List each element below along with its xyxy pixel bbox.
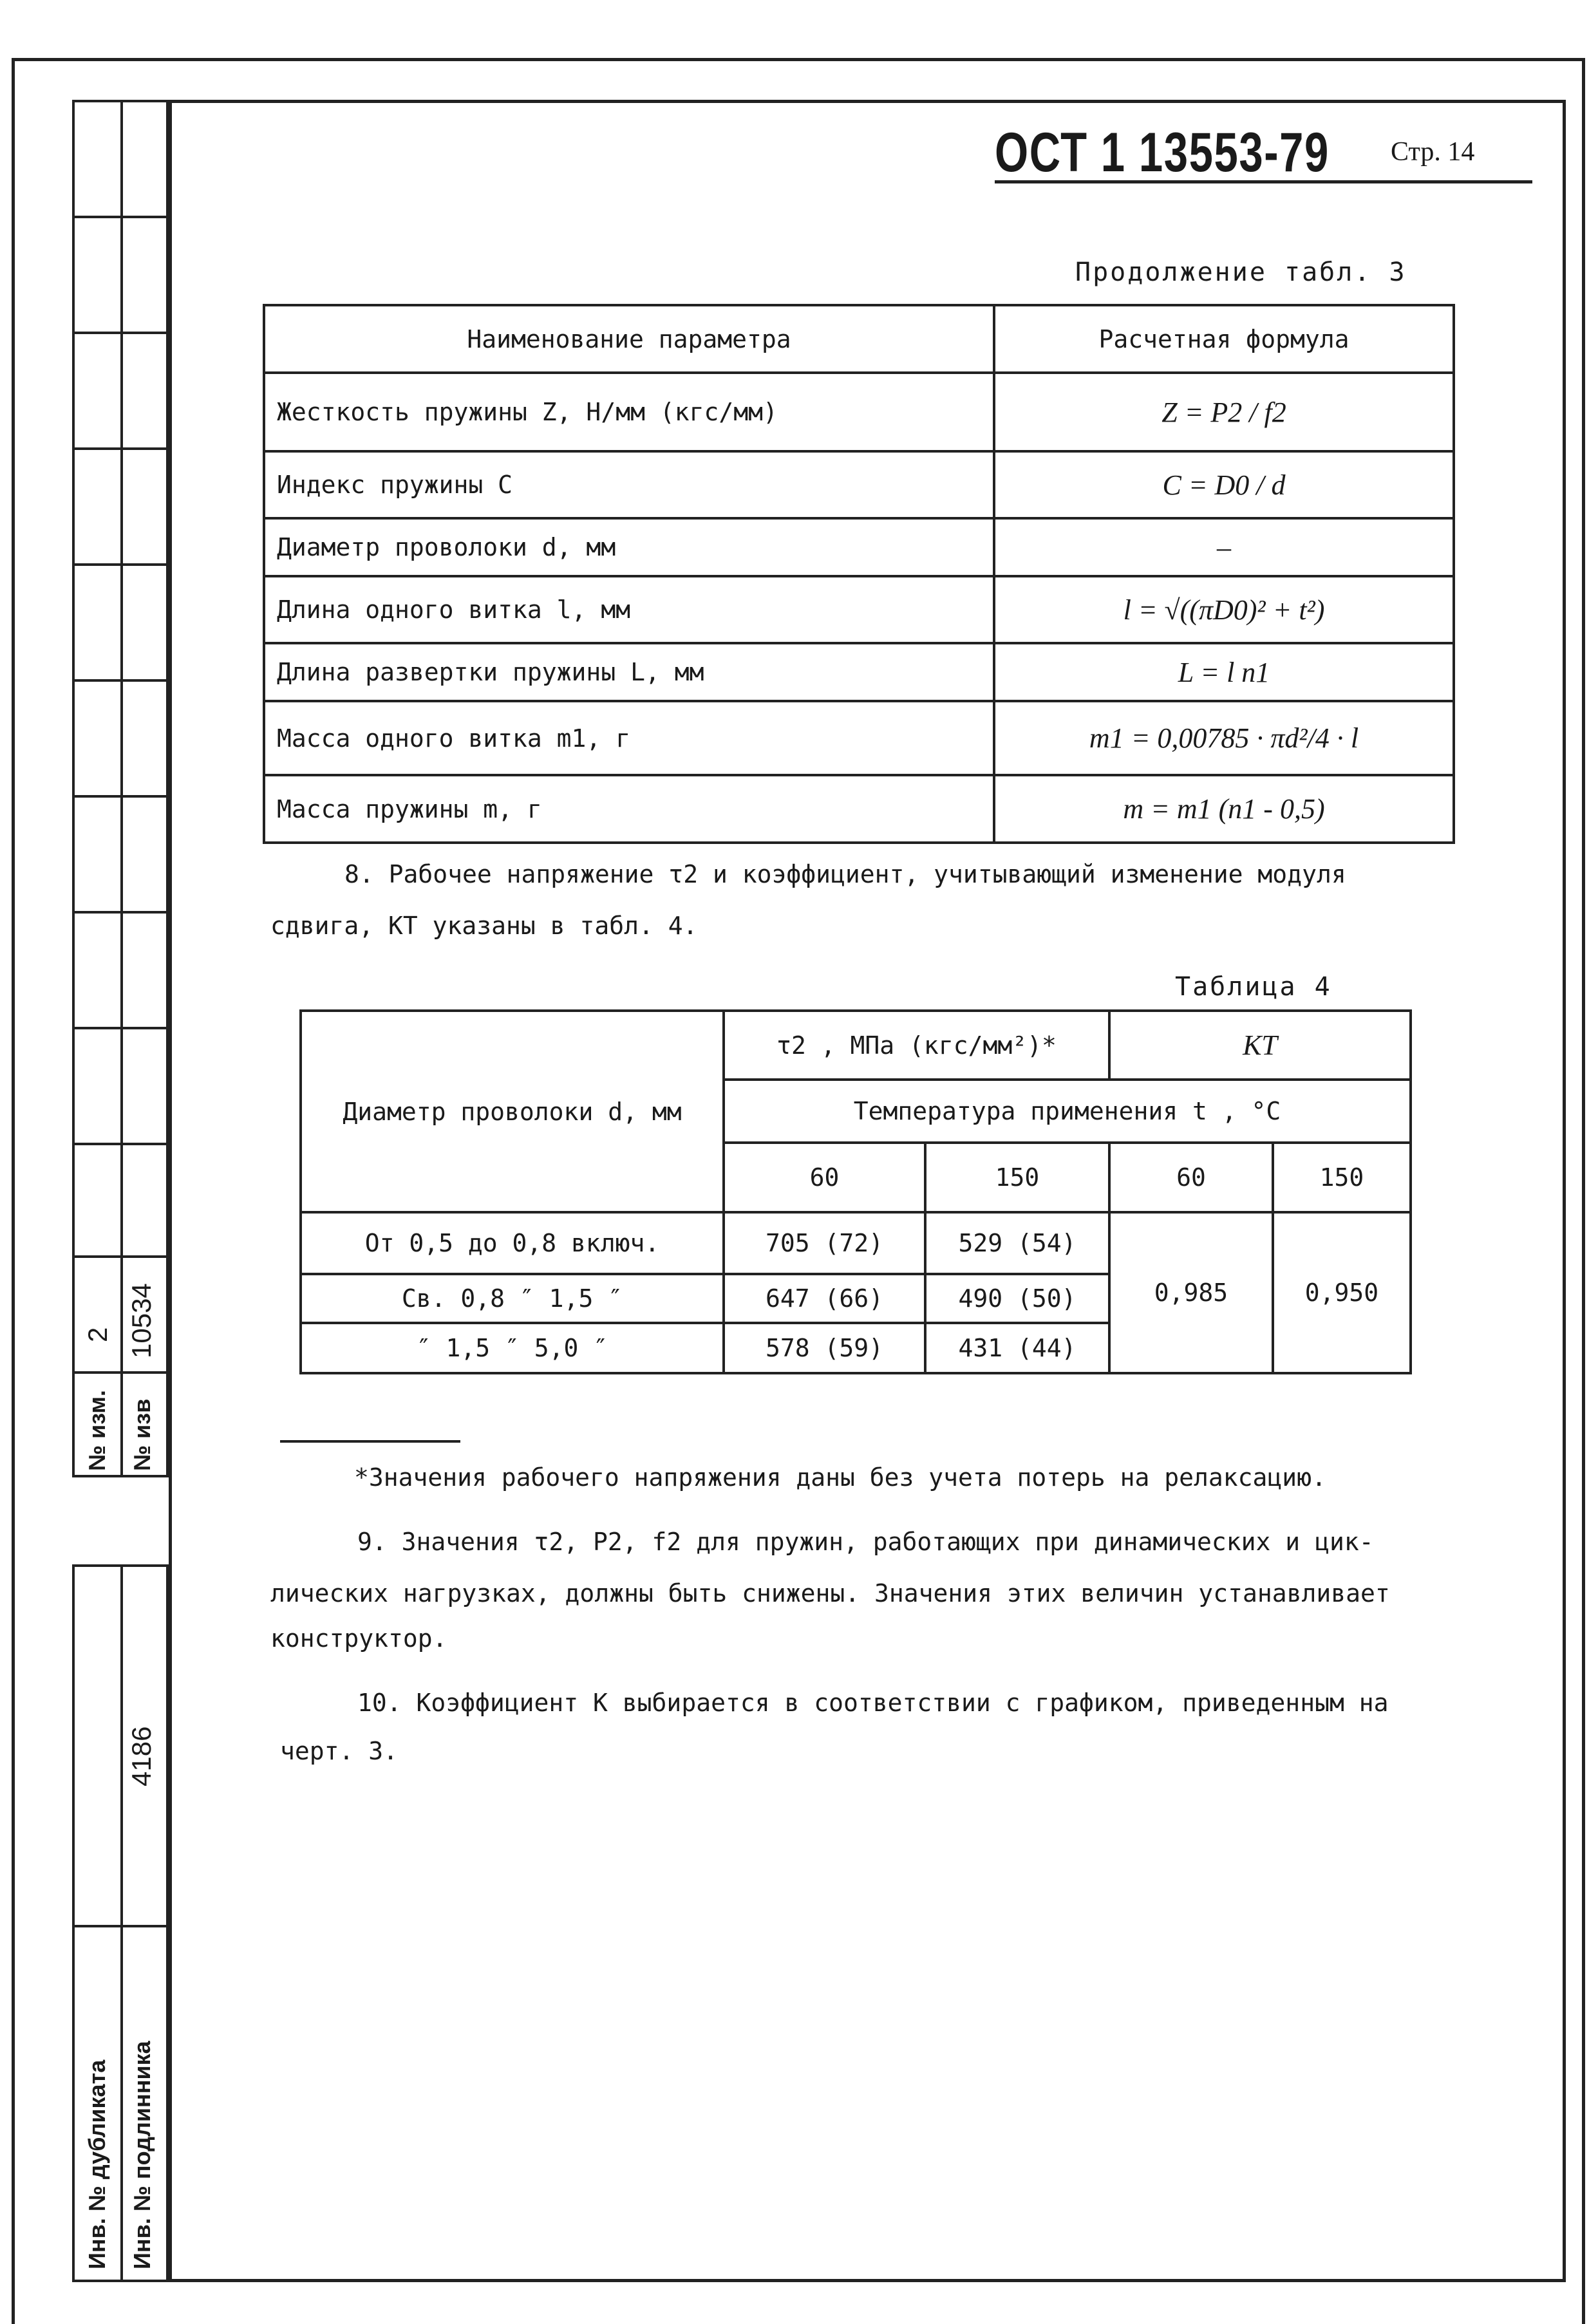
t3-row-formula: L = l n1: [994, 643, 1454, 701]
t3-row-name: Масса одного витка m1, г: [264, 701, 994, 775]
t4-k150: 0,950: [1273, 1212, 1411, 1373]
t4-col-diameter: Диаметр проволоки d, мм: [301, 1011, 724, 1212]
side-divider: [120, 100, 123, 1477]
t3-row-formula: C = D0 / d: [994, 451, 1454, 518]
side-rule: [72, 1371, 169, 1374]
t3-header-formula: Расчетная формула: [994, 305, 1454, 373]
t4-temp-label: Температура применения t , °C: [724, 1080, 1411, 1143]
side-rule: [72, 795, 169, 798]
doc-code-underline: [995, 180, 1532, 183]
doc-code: ОСТ 1 13553-79: [995, 122, 1330, 183]
footnote-rule: [280, 1440, 460, 1443]
t4-row-tau60: 647 (66): [724, 1274, 925, 1323]
para10-line2: черт. 3.: [280, 1737, 399, 1765]
t4-temp: 150: [925, 1143, 1109, 1212]
t3-row-formula: m = m1 (n1 - 0,5): [994, 775, 1454, 843]
t4-row-range: Св. 0,8 ″ 1,5 ″: [301, 1274, 724, 1323]
t3-row-name: Жесткость пружины Z, Н/мм (кгс/мм): [264, 373, 994, 451]
t3-row-formula: l = √((πD0)² + t²): [994, 576, 1454, 643]
t3-row-name: Длина одного витка l, мм: [264, 576, 994, 643]
table4-caption: Таблица 4: [1175, 972, 1332, 1002]
izm-value: 2: [82, 1327, 113, 1342]
t4-row-tau150: 490 (50): [925, 1274, 1109, 1323]
side-rule: [72, 679, 169, 682]
t4-row-tau150: 529 (54): [925, 1212, 1109, 1274]
t3-row-formula: m1 = 0,00785 · πd²/4 · l: [994, 701, 1454, 775]
t4-temp: 60: [1109, 1143, 1273, 1212]
table3: [263, 304, 1455, 844]
t4-temp: 150: [1273, 1143, 1411, 1212]
t3-row-name: Диаметр проволоки d, мм: [264, 518, 994, 576]
side-rule: [72, 1255, 169, 1258]
para9-line2: лических нагрузках, должны быть снижены. Значения этих величин устанавливает: [270, 1579, 1390, 1607]
t3-row-name: Масса пружины m, г: [264, 775, 994, 843]
inv-dubl-label: Инв. № дубликата: [84, 2059, 110, 2269]
izv-value: 10534: [126, 1283, 156, 1358]
izv-label: № изв: [129, 1398, 155, 1471]
para10-line1: 10. Коэффициент K выбирается в соответствии с графиком, приведенным на: [357, 1689, 1389, 1717]
inv-value: 4186: [126, 1726, 156, 1786]
izm-label: № изм.: [84, 1390, 110, 1471]
side-rule: [72, 447, 169, 450]
t3-row-formula: Z = P2 / f2: [994, 373, 1454, 451]
table4: [299, 1009, 1412, 1374]
footnote: *Значения рабочего напряжения даны без учета потерь на релаксацию.: [354, 1463, 1326, 1492]
side-rule: [72, 911, 169, 914]
t4-temp: 60: [724, 1143, 925, 1212]
side-rule: [72, 1143, 169, 1145]
side-rule: [72, 1027, 169, 1029]
t4-col-tau: τ2 , МПа (кгс/мм²)*: [724, 1011, 1109, 1080]
side-divider: [120, 1564, 123, 2282]
para8-line1: 8. Рабочее напряжение τ2 и коэффициент, учитывающий изменение модуля: [344, 860, 1346, 888]
inv-podl-label: Инв. № подлинника: [129, 2041, 155, 2269]
side-rule: [72, 563, 169, 566]
side-rule: [72, 1925, 169, 1927]
t3-row-name: Индекс пружины C: [264, 451, 994, 518]
para9-line1: 9. Значения τ2, P2, f2 для пружин, работающих при динамических и цик-: [357, 1528, 1374, 1556]
t4-row-tau60: 705 (72): [724, 1212, 925, 1274]
page-number: Стр. 14: [1391, 137, 1475, 167]
t3-header-name: Наименование параметра: [264, 305, 994, 373]
t4-row-tau150: 431 (44): [925, 1323, 1109, 1373]
para9-line3: конструктор.: [270, 1624, 447, 1653]
t4-col-k: KT: [1109, 1011, 1411, 1080]
side-rule: [72, 332, 169, 334]
t4-row-tau60: 578 (59): [724, 1323, 925, 1373]
t4-k60: 0,985: [1109, 1212, 1273, 1373]
side-rule: [72, 216, 169, 218]
table3-caption: Продолжение табл. 3: [1075, 258, 1407, 287]
t4-row-range: От 0,5 до 0,8 включ.: [301, 1212, 724, 1274]
t3-row-name: Длина развертки пружины L, мм: [264, 643, 994, 701]
t4-row-range: ″ 1,5 ″ 5,0 ″: [301, 1323, 724, 1373]
para8-line2: сдвига, KT указаны в табл. 4.: [270, 912, 698, 940]
t3-row-formula: –: [994, 518, 1454, 576]
